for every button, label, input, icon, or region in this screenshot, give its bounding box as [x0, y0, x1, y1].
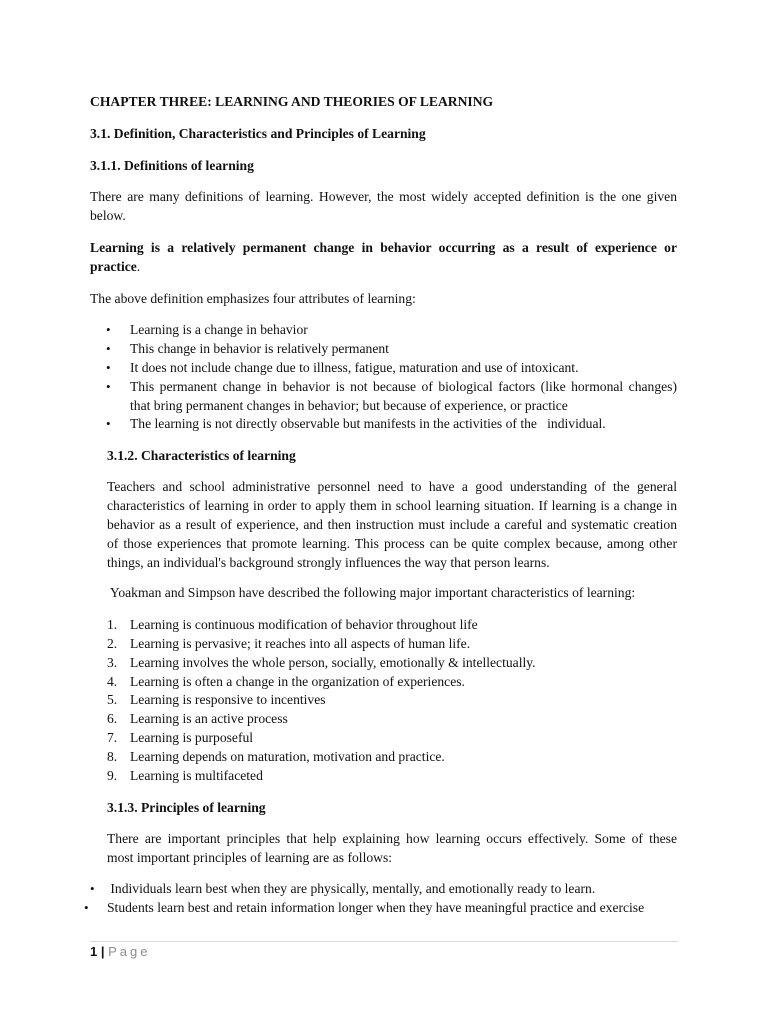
attribute-item-continuation: that bring permanent changes in behavior; but because of experience, or practice	[130, 398, 568, 413]
characteristic-item: Learning involves the whole person, socially, emotionally & intellectually.	[130, 655, 536, 670]
list-number: 7.	[107, 730, 118, 745]
section-heading-3-1-1: 3.1.1. Definitions of learning	[90, 158, 254, 173]
footer-separator: |	[100, 944, 105, 959]
section-heading-3-1: 3.1. Definition, Characteristics and Principles of Learning	[90, 126, 426, 141]
page-footer	[90, 942, 151, 961]
definition-line-last	[90, 257, 140, 276]
principles-intro-line: most important principles of learning are as follows:	[107, 850, 393, 865]
characteristic-item: Learning is pervasive; it reaches into all aspects of human life.	[130, 636, 471, 651]
bullet-icon: •	[106, 379, 111, 394]
attribute-item: The learning is not directly observable but manifests in the activities of the individual.	[130, 416, 606, 431]
list-number: 1.	[107, 617, 118, 632]
attribute-item: It does not include change due to illness, fatigue, maturation and use of intoxicant.	[130, 360, 579, 375]
attribute-item: This permanent change in behavior is not because of biological factors (like hormonal changes)	[130, 379, 677, 394]
page-number: 1	[90, 944, 98, 959]
list-number: 8.	[107, 749, 118, 764]
yoakman-intro: Yoakman and Simpson have described the following major important characteristics of learning:	[107, 585, 636, 600]
characteristics-paragraph-line: things, an individual's background strongly influences the way that person learns.	[107, 555, 550, 570]
characteristic-item: Learning depends on maturation, motivation and practice.	[130, 749, 445, 764]
principle-item: Individuals learn best when they are physically, mentally, and emotionally ready to learn.	[107, 881, 596, 896]
bullet-icon: •	[106, 322, 111, 337]
section-heading-3-1-3: 3.1.3. Principles of learning	[107, 800, 266, 815]
characteristics-paragraph-line: characteristics of learning in order to apply them in school learning situation. If learning is a change in	[107, 498, 677, 513]
characteristics-paragraph-line: of those experiences that promote learning. This process can be quite complex because, among other	[107, 536, 677, 551]
characteristics-paragraph-line: Teachers and school administrative personnel need to have a good understanding of the general	[107, 479, 677, 494]
characteristic-item: Learning is responsive to incentives	[130, 692, 326, 707]
footer-divider	[90, 941, 678, 942]
definition-line: Learning is a relatively permanent change in behavior occurring as a result of experience or	[90, 240, 677, 255]
characteristics-paragraph-line: behavior as a result of experience, and then instruction must include a careful and systematic creation	[107, 517, 677, 532]
page-label: Page	[108, 944, 151, 959]
list-number: 5.	[107, 692, 118, 707]
attribute-item: This change in behavior is relatively permanent	[130, 341, 389, 356]
list-number: 9.	[107, 768, 118, 783]
intro-paragraph-line: There are many definitions of learning. However, the most widely accepted definition is the one given	[90, 189, 677, 204]
definition-period: .	[136, 259, 141, 274]
intro-paragraph-line: below.	[90, 208, 126, 223]
definition-text: practice	[90, 259, 137, 274]
principle-item: Students learn best and retain information longer when they have meaningful practice and exercise	[107, 900, 645, 915]
bullet-icon: •	[106, 416, 111, 431]
attribute-item: Learning is a change in behavior	[130, 322, 308, 337]
list-number: 3.	[107, 655, 118, 670]
characteristic-item: Learning is purposeful	[130, 730, 254, 745]
list-number: 2.	[107, 636, 118, 651]
bullet-icon: •	[106, 341, 111, 356]
list-number: 6.	[107, 711, 118, 726]
bullet-icon: •	[106, 360, 111, 375]
bullet-icon: •	[84, 900, 89, 915]
bullet-icon: •	[90, 881, 95, 896]
chapter-title: CHAPTER THREE: LEARNING AND THEORIES OF LEARNING	[90, 94, 494, 109]
characteristic-item: Learning is multifaceted	[130, 768, 263, 783]
section-heading-3-1-2: 3.1.2. Characteristics of learning	[107, 448, 296, 463]
characteristic-item: Learning is an active process	[130, 711, 288, 726]
characteristic-item: Learning is continuous modification of behavior throughout life	[130, 617, 478, 632]
list-number: 4.	[107, 674, 118, 689]
principles-intro-line: There are important principles that help explaining how learning occurs effectively. Some of these	[107, 831, 677, 846]
characteristic-item: Learning is often a change in the organization of experiences.	[130, 674, 465, 689]
attributes-intro: The above definition emphasizes four attributes of learning:	[90, 291, 416, 306]
